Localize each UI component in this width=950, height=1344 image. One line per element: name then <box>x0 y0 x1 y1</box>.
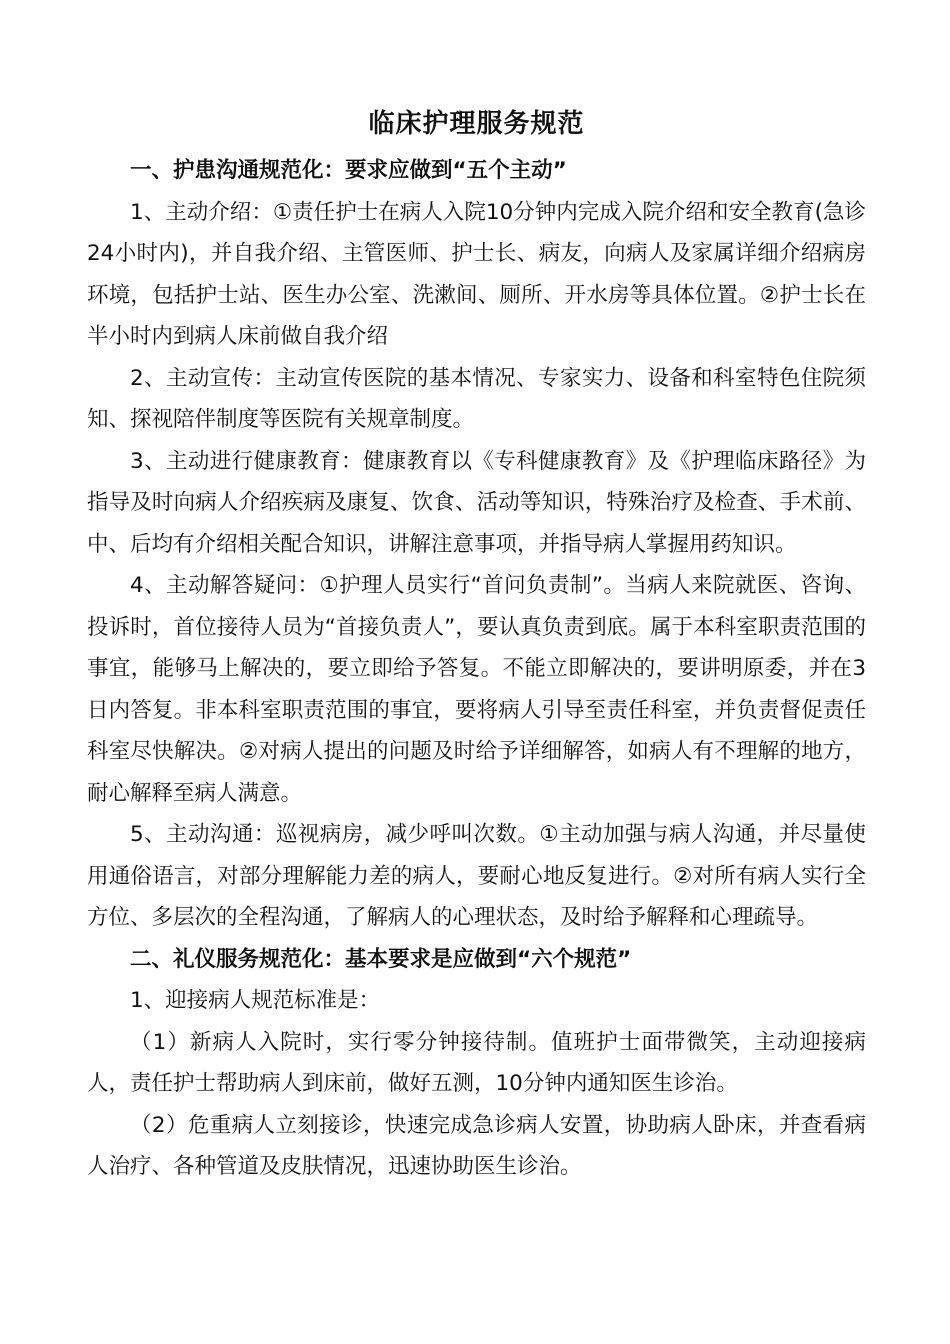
section-heading-2: 二、礼仪服务规范化：基本要求是应做到“六个规范” <box>130 946 632 972</box>
paragraph-active-communication: 5、主动沟通：巡视病房，减少呼叫次数。①主动加强与病人沟通，并尽量使用通俗语言，对部分理解能力差的病人，要耐心地反复进行。②对所有病人实行全方位、多层次的全程沟通，了解病人的心理状态，及时给予解释和心理疏导。 <box>87 822 866 930</box>
document-title: 临床护理服务规范 <box>368 109 585 139</box>
paragraph-health-education: 3、主动进行健康教育：健康教育以《专科健康教育》及《护理临床路径》为指导及时向病人介绍疾病及康复、饮食、活动等知识，特殊治疗及检查、手术前、中、后均有介绍相关配合知识，讲解注意事项，并指导病人掌握用药知识。 <box>87 448 866 557</box>
section-heading-1: 一、护患沟通规范化：要求应做到“五个主动” <box>130 158 567 183</box>
paragraph-new-patient: （1）新病人入院时，实行零分钟接待制。值班护士面带微笑，主动迎接病人，责任护士帮助病人到床前，做好五测，10分钟内通知医生诊治。 <box>87 1029 866 1096</box>
paragraph-active-publicity: 2、主动宣传：主动宣传医院的基本情况、专家实力、设备和科室特色住院须知、探视陪伴制度等医院有关规章制度。 <box>87 365 866 432</box>
paragraph-answer-questions: 4、主动解答疑问：①护理人员实行“首问负责制”。当病人来院就医、咨询、投诉时，首位接待人员为“首接负责人”，要认真负责到底。属于本科室职责范围的事宜，能够马上解决的，要立即给予答复。不能立即解决的，要讲明原委，并在3日内答复。非本科室职责范围的事宜，要将病人引导至责任科室，并负责督促责任科室尽快解决。②对病人提出的问题及时给予详细解答，如病人有不理解的地方，耐心解释至病人满意。 <box>87 573 866 806</box>
paragraph-reception-standard: 1、迎接病人规范标准是： <box>130 988 381 1013</box>
paragraph-active-introduction: 1、主动介绍：①责任护士在病人入院10分钟内完成入院介绍和安全教育(急诊24小时内)，并自我介绍、主管医师、护士长、病友，向病人及家属详细介绍病房环境，包括护士站、医生办公室、洗漱间、厕所、开水房等具体位置。②护士长在半小时内到病人床前做自我介绍 <box>87 199 866 349</box>
paragraph-critical-patient: （2）危重病人立刻接诊，快速完成急诊病人安置，协助病人卧床，并查看病人治疗、各种管道及皮肤情况，迅速协助医生诊治。 <box>87 1112 866 1179</box>
